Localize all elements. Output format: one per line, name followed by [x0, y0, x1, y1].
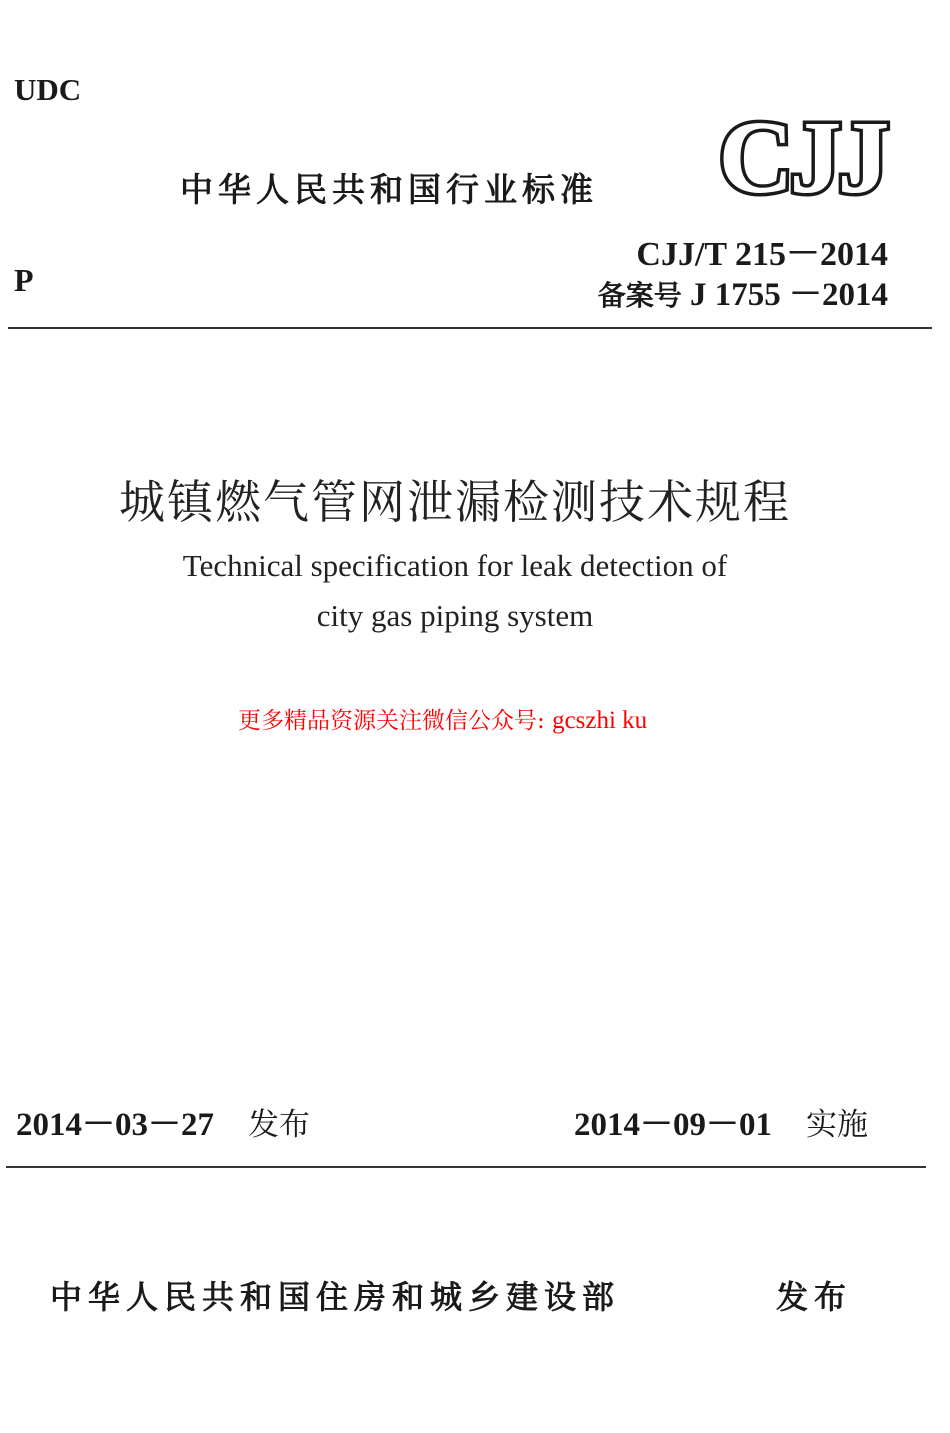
cjj-logo-icon	[712, 106, 892, 206]
watermark-notice	[238, 702, 647, 735]
implementation-date: 2014－09－01	[574, 1107, 772, 1143]
publisher-name: 中华人民共和国住房和城乡建设部	[50, 1278, 621, 1316]
bottom-divider	[6, 1166, 926, 1168]
filing-label: 备案号	[597, 279, 682, 312]
english-title-line-2: city gas piping system	[316, 598, 594, 633]
watermark-text: 更多精品资源关注微信公众号:	[238, 708, 545, 734]
implementation-label: 实施	[806, 1107, 868, 1143]
issue-date: 2014－03－27	[16, 1107, 214, 1143]
cjj-logo	[712, 106, 892, 206]
filing-number: J 1755 －2014	[690, 277, 888, 313]
issue-date-line	[16, 1098, 310, 1145]
issue-label: 发布	[248, 1107, 310, 1143]
classification-label: P	[14, 262, 34, 298]
publish-label: 发布	[776, 1278, 853, 1316]
standard-code: CJJ/T 215－2014	[636, 236, 888, 273]
udc-label: UDC	[14, 72, 82, 107]
industry-standard-heading: 中华人民共和国行业标准	[180, 170, 598, 209]
implementation-date-line	[574, 1098, 868, 1145]
logo-text: CJJ	[718, 106, 886, 206]
top-divider	[8, 327, 932, 329]
filing-number-line	[598, 268, 888, 315]
watermark-handle: gcszhi ku	[552, 707, 648, 734]
chinese-title: 城镇燃气管网泄漏检测技术规程	[119, 475, 791, 529]
english-title-line-1: Technical specification for leak detection of	[182, 548, 728, 583]
